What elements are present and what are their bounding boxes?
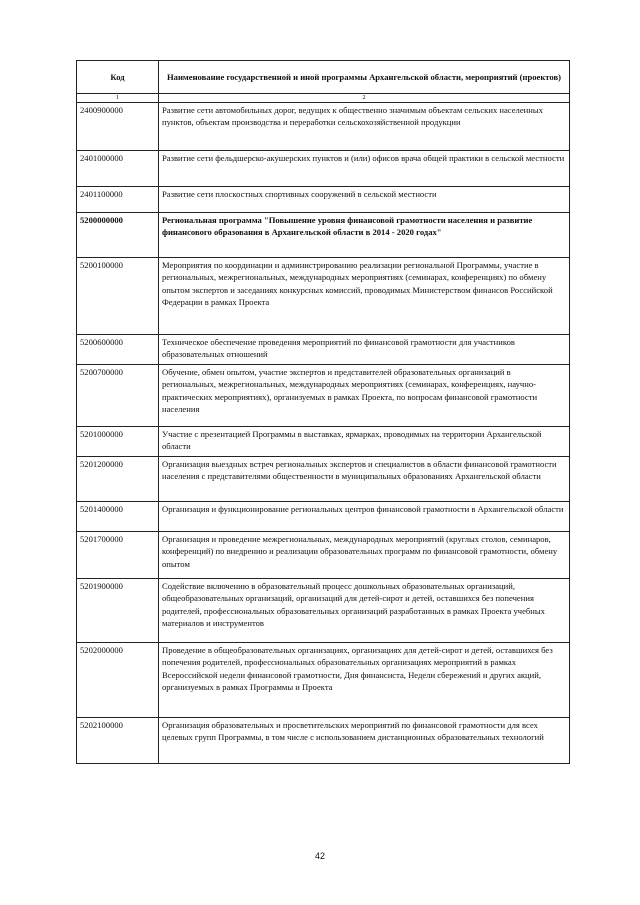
table-row [77,103,570,151]
table-body [77,103,570,764]
table-row [77,213,570,258]
program-codes-table [76,60,570,764]
table-row [77,532,570,579]
table-header-row [77,61,570,94]
table-row [77,457,570,502]
page-number: 42 [314,851,325,861]
table-row [77,718,570,764]
table-row [77,579,570,643]
program-name: Организация и функционирование региональных центров финансовой грамотности в Архангельской области [159,502,570,532]
program-code: 5200600000 [77,335,159,365]
program-code: 5200100000 [77,258,159,335]
program-code: 5201400000 [77,502,159,532]
program-code: 5200000000 [77,213,159,258]
table-row [77,427,570,457]
header-code: Код [77,61,159,94]
column-number-1: 1 [77,94,159,103]
program-name: Организация выездных встреч региональных экспертов и специалистов в области финансовой грамотности населения с представителями общественности в муниципальных образованиях Архангельской области [159,457,570,502]
program-name: Проведение в общеобразовательных организациях, организациях для детей-сирот и детей, оставшихся без попечения родителей, профессиональных образовательных организациях мероприятий в рамках Всероссийской недели финансовой грамотности, Дня финансиста, Недели сбережений и других акций, организуемых в рамках Программы и Проекта [159,643,570,718]
program-name: Содействие включению в образовательный процесс дошкольных образовательных организаций, общеобразовательных организаций, организаций для детей-сирот и детей, оставшихся без попечения родителей, профессиональных образовательных организаций разработанных в рамках Проекта учебных материалов и инструментов [159,579,570,643]
program-code: 5202000000 [77,643,159,718]
program-name: Мероприятия по координации и администрированию реализации региональной Программы, участие в региональных, межрегиональных, международных мероприятиях (семинарах, конференциях) по обмену опытом экспертов и заседаниях конкурсных комиссий, проводимых Министерством финансов Российской Федерации в рамках Проекта [159,258,570,335]
program-name: Региональная программа "Повышение уровня финансовой грамотности населения и развитие финансового образования в Архангельской области в 2014 - 2020 годах" [159,213,570,258]
program-name: Развитие сети фельдшерско-акушерских пунктов и (или) офисов врача общей практики в сельской местности [159,151,570,187]
program-code: 5201000000 [77,427,159,457]
program-code: 2401000000 [77,151,159,187]
program-name: Обучение, обмен опытом, участие экспертов и представителей образовательных организаций в региональных, межрегиональных, международных мероприятиях (семинарах, конференциях, научно-практических мероприятиях), организуемых в рамках Проекта, по вопросам финансовой грамотности населения [159,365,570,427]
program-name: Организация и проведение межрегиональных, международных мероприятий (круглых столов, семинаров, конференций) по внедрению и реализации образовательных программ по финансовой грамотности, обмену опытом [159,532,570,579]
program-code: 5200700000 [77,365,159,427]
program-code: 2400900000 [77,103,159,151]
program-name: Техническое обеспечение проведения мероприятий по финансовой грамотности для участников образовательных отношений [159,335,570,365]
table-row [77,335,570,365]
program-name: Развитие сети автомобильных дорог, ведущих к общественно значимым объектам сельских населенных пунктов, объектам производства и переработки сельскохозяйственной продукции [159,103,570,151]
table-row [77,502,570,532]
program-code: 5201200000 [77,457,159,502]
program-name: Развитие сети плоскостных спортивных сооружений в сельской местности [159,187,570,213]
program-code: 5201700000 [77,532,159,579]
column-number-row [77,94,570,103]
table-row [77,151,570,187]
table-row [77,365,570,427]
program-code: 2401100000 [77,187,159,213]
table-row [77,187,570,213]
column-number-2: 2 [159,94,570,103]
program-name: Участие с презентацией Программы в выставках, ярмарках, проводимых на территории Архангельской области [159,427,570,457]
table-row [77,643,570,718]
program-code: 5201900000 [77,579,159,643]
header-name: Наименование государственной и иной программы Архангельской области, мероприятий (проектов) [159,61,570,94]
program-code: 5202100000 [77,718,159,764]
program-name: Организация образовательных и просветительских мероприятий по финансовой грамотности для всех целевых групп Программы, в том числе с использованием дистанционных образовательных технологий [159,718,570,764]
table-row [77,258,570,335]
